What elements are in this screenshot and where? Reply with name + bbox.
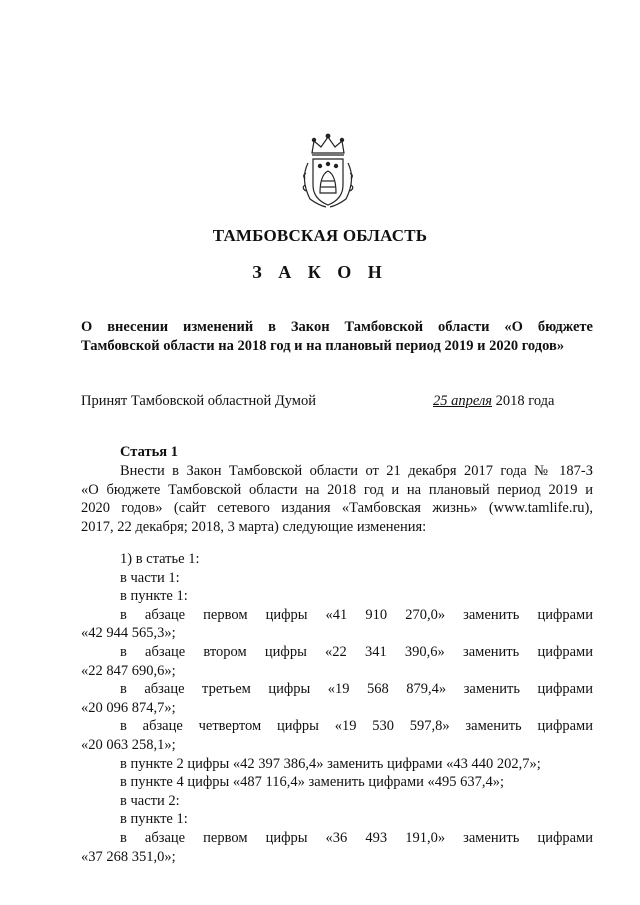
list-item: в абзаце первом цифры «36 493 191,0» заменить цифрами: [120, 829, 593, 846]
paragraph-line: 2017, 22 декабря; 2018, 3 марта) следующие изменения:: [81, 518, 427, 535]
paragraph-line: 2020 годов» (сайт сетевого издания «Тамбовская жизнь» (www.tamlife.ru),: [81, 500, 593, 516]
list-item: «22 847 690,6»;: [81, 662, 176, 679]
law-title-line: О внесении изменений в Закон Тамбовской области «О бюджете: [81, 319, 593, 335]
list-item: в части 2:: [120, 792, 180, 809]
article-intro: [81, 462, 593, 536]
coat-of-arms-emblem: [296, 133, 360, 209]
paragraph-line: «О бюджете Тамбовской области на 2018 год и на плановый период 2019 и: [81, 481, 593, 498]
law-title: [81, 318, 593, 356]
changes-list: [81, 550, 593, 866]
list-item: «42 944 565,3»;: [81, 625, 176, 642]
article-heading: Статья 1: [120, 444, 178, 460]
list-item: в пункте 1:: [120, 588, 188, 605]
list-item: «20 096 874,7»;: [81, 699, 176, 716]
list-item: в абзаце четвертом цифры «19 530 597,8» заменить цифрами: [120, 718, 593, 735]
law-title-line: Тамбовской области на 2018 год и на плановый период 2019 и 2020 годов»: [81, 338, 565, 354]
region-name: ТАМБОВСКАЯ ОБЛАСТЬ: [212, 226, 428, 245]
list-item: «37 268 351,0»;: [81, 848, 176, 865]
list-item: в части 1:: [120, 569, 180, 586]
adoption-year: 2018 года: [495, 393, 555, 409]
list-item: в абзаце втором цифры «22 341 390,6» заменить цифрами: [120, 643, 593, 660]
adoption-line: [81, 393, 579, 410]
paragraph-line: Внести в Закон Тамбовской области от 21 декабря 2017 года № 187-З: [120, 463, 593, 479]
adoption-date: [433, 393, 555, 410]
document-type: З А К О Н: [252, 262, 388, 282]
list-item: «20 063 258,1»;: [81, 736, 176, 753]
list-item: в пункте 2 цифры «42 397 386,4» заменить цифрами «43 440 202,7»;: [120, 755, 541, 772]
list-item: в абзаце первом цифры «41 910 270,0» заменить цифрами: [120, 606, 593, 623]
list-item: 1) в статье 1:: [120, 551, 200, 567]
list-item: в пункте 4 цифры «487 116,4» заменить цифрами «495 637,4»;: [120, 774, 505, 791]
adoption-label: Принят Тамбовской областной Думой: [81, 393, 316, 409]
list-item: в абзаце третьем цифры «19 568 879,4» заменить цифрами: [120, 681, 593, 698]
adoption-day-month: 25 апреля: [433, 393, 493, 409]
list-item: в пункте 1:: [120, 811, 188, 828]
